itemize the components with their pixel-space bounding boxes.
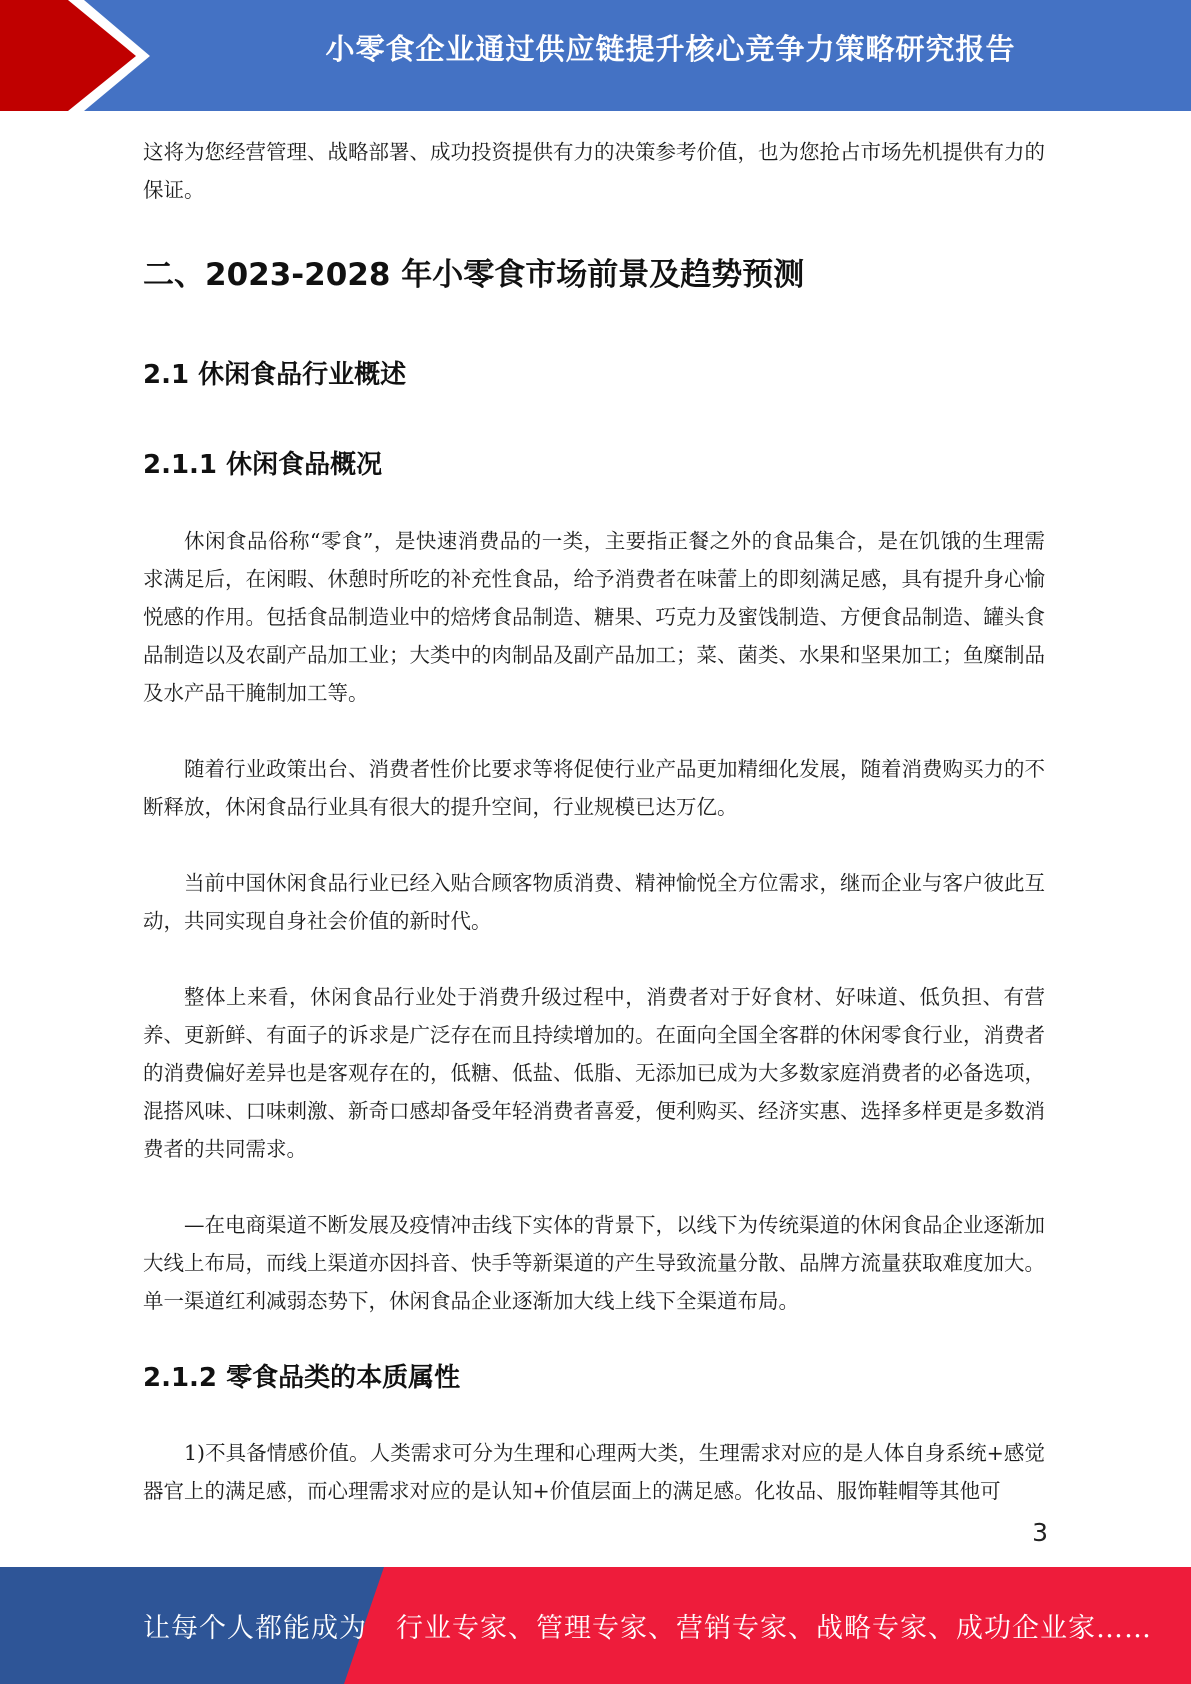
sub-sub-section-title-2: 2.1.2 零食品类的本质属性 bbox=[143, 1363, 461, 1393]
document-body bbox=[143, 133, 1045, 1510]
body-paragraph: 随着行业政策出台、消费者性价比要求等将促使行业产品更加精细化发展，随着消费购买力的不断释放，休闲食品行业具有很大的提升空间，行业规模已达万亿。 bbox=[143, 757, 1045, 819]
page-footer bbox=[0, 1567, 1191, 1684]
page-header bbox=[0, 0, 1191, 111]
body-paragraph: 1)不具备情感价值。人类需求可分为生理和心理两大类，生理需求对应的是人体自身系统+感觉器官上的满足感，而心理需求对应的是认知+价值层面上的满足感。化妆品、服饰鞋帽等其他可 bbox=[143, 1441, 1045, 1503]
body-paragraph: 休闲食品俗称“零食”，是快速消费品的一类，主要指正餐之外的食品集合，是在饥饿的生理需求满足后，在闲暇、休憩时所吃的补充性食品，给予消费者在味蕾上的即刻满足感，具有提升身心愉悦感的作用。包括食品制造业中的焙烤食品制造、糖果、巧克力及蜜饯制造、方便食品制造、罐头食品制造以及农副产品加工业；大类中的肉制品及副产品加工；菜、菌类、水果和坚果加工；鱼糜制品及水产品干腌制加工等。 bbox=[143, 529, 1045, 705]
sub-section-title: 2.1 休闲食品行业概述 bbox=[143, 360, 407, 390]
body-paragraph: 整体上来看，休闲食品行业处于消费升级过程中，消费者对于好食材、好味道、低负担、有营养、更新鲜、有面子的诉求是广泛存在而且持续增加的。在面向全国全客群的休闲零食行业，消费者的消费偏好差异也是客观存在的，低糖、低盐、低脂、无添加已成为大多数家庭消费者的必备选项，混搭风味、口味刺激、新奇口感却备受年轻消费者喜爱，便利购买、经济实惠、选择多样更是多数消费者的共同需求。 bbox=[143, 985, 1045, 1161]
footer-slogan-right: 行业专家、管理专家、营销专家、战略专家、成功企业家…… bbox=[396, 1613, 1152, 1644]
body-paragraph: —在电商渠道不断发展及疫情冲击线下实体的背景下，以线下为传统渠道的休闲食品企业逐渐加大线上布局，而线上渠道亦因抖音、快手等新渠道的产生导致流量分散、品牌方流量获取难度加大。单一渠道红利减弱态势下，休闲食品企业逐渐加大线上线下全渠道布局。 bbox=[143, 1213, 1045, 1313]
page-number: 3 bbox=[1032, 1518, 1048, 1547]
report-title: 小零食企业通过供应链提升核心竞争力策略研究报告 bbox=[325, 32, 1016, 66]
footer-slogan-left: 让每个人都能成为 bbox=[143, 1613, 367, 1644]
intro-paragraph: 这将为您经营管理、战略部署、成功投资提供有力的决策参考价值，也为您抢占市场先机提供有力的保证。 bbox=[143, 140, 1045, 202]
sub-sub-section-title-1: 2.1.1 休闲食品概况 bbox=[143, 450, 383, 480]
section-title: 二、2023-2028 年小零食市场前景及趋势预测 bbox=[143, 257, 805, 293]
body-paragraph: 当前中国休闲食品行业已经入贴合顾客物质消费、精神愉悦全方位需求，继而企业与客户彼此互动，共同实现自身社会价值的新时代。 bbox=[143, 871, 1045, 933]
